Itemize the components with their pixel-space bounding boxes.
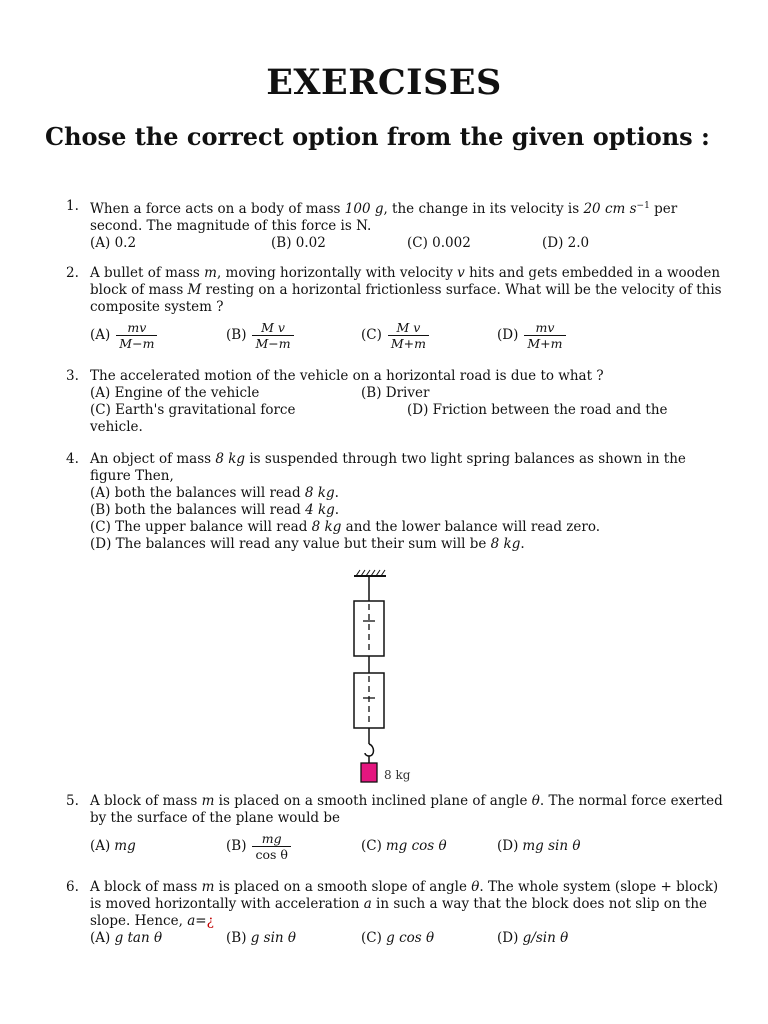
ceiling-support	[354, 570, 386, 576]
mass-block	[361, 763, 377, 782]
section-instruction: Chose the correct option from the given options :	[45, 122, 710, 151]
question-1	[66, 198, 726, 252]
option-b[interactable]: (B) 0.02	[271, 235, 326, 251]
question-number: 3.	[66, 368, 79, 384]
option-a[interactable]: (A) g tan θ	[90, 930, 163, 946]
option-a[interactable]: (A) $\frac{mv}{M-m}$	[90, 317, 157, 353]
hook	[365, 744, 374, 756]
option-a[interactable]: (A) mg	[90, 837, 136, 854]
option-d[interactable]: (D) g/sin θ	[497, 930, 569, 946]
option-b[interactable]: (B) $\frac{\text{M v}}{M-m}$	[226, 317, 294, 353]
question-5	[66, 793, 726, 864]
mass-label: 8 kg	[384, 768, 411, 782]
lower-spring-balance	[354, 673, 384, 728]
option-c[interactable]: (C) 0.002	[407, 235, 471, 251]
option-d[interactable]: (D) mg sin θ	[497, 837, 581, 854]
question-number: 4.	[66, 451, 79, 467]
option-c[interactable]: (C) Earth's gravitational force	[90, 402, 296, 418]
option-d[interactable]: (D) 2.0	[542, 235, 590, 251]
question-number: 6.	[66, 879, 79, 895]
option-b[interactable]: (B) g sin θ	[226, 930, 297, 946]
option-a[interactable]: (A) Engine of the vehicle	[90, 385, 260, 401]
question-6	[66, 879, 726, 947]
question-number: 2.	[66, 265, 79, 281]
upper-spring-balance	[354, 601, 384, 656]
question-text: When a force acts on a body of mass 100 g, the change in its velocity is 20 cm $s^{-1}$ per second. The magnitude of this force is N.	[90, 201, 678, 234]
question-text: An object of mass 8 kg is suspended through two light spring balances as shown in the figure Then,	[90, 451, 686, 484]
option-d[interactable]: (D) $\frac{mv}{M+m}$	[497, 317, 566, 353]
page-title: EXERCISES	[266, 62, 502, 103]
question-text: The accelerated motion of the vehicle on a horizontal road is due to what ?	[90, 368, 604, 384]
option-b[interactable]: (B) Driver	[361, 385, 430, 401]
option-d[interactable]: (D) Friction between the road and the	[407, 402, 668, 418]
question-text: A block of mass m is placed on a smooth inclined plane of angle θ. The normal force exerted by the surface of the plane would be	[90, 793, 723, 826]
question-text: A bullet of mass m, moving horizontally with velocity v hits and gets embedded in a wooden block of mass M resting on a horizontal frictionless surface. What will be the velocity of this composite system ?	[90, 265, 722, 315]
options-row	[90, 235, 726, 252]
spring-balance-figure	[340, 566, 430, 786]
question-4	[66, 451, 726, 553]
options-row	[90, 419, 726, 436]
option-d-continued: vehicle.	[90, 419, 143, 435]
option-b[interactable]: (B) $\frac{mg}{\text{cos θ}}$	[226, 828, 291, 864]
question-number: 5.	[66, 793, 79, 809]
options-row	[90, 930, 726, 947]
option-a[interactable]: (A) 0.2	[90, 235, 137, 251]
option-c[interactable]: (C) mg cos θ	[361, 837, 447, 854]
option-a[interactable]: (A) both the balances will read 8 kg.	[90, 485, 339, 501]
options-row	[90, 317, 726, 353]
question-text: A block of mass m is placed on a smooth slope of angle θ. The whole system (slope + block) is moved horizontally with acceleration a in such a way that the block does not slip on the slope. Hence, a=¿	[90, 879, 719, 929]
option-c[interactable]: (C) g cos θ	[361, 930, 435, 946]
options-row	[90, 385, 726, 402]
options-row	[90, 828, 726, 864]
option-c[interactable]: (C) $\frac{\text{M v}}{M+m}$	[361, 317, 429, 353]
option-c[interactable]: (C) The upper balance will read 8 kg and the lower balance will read zero.	[90, 519, 601, 535]
option-d[interactable]: (D) The balances will read any value but their sum will be 8 kg.	[90, 536, 525, 552]
option-b[interactable]: (B) both the balances will read 4 kg.	[90, 502, 340, 518]
question-number: 1.	[66, 198, 79, 214]
options-row	[90, 402, 726, 419]
question-3	[66, 368, 726, 436]
question-2	[66, 265, 726, 353]
